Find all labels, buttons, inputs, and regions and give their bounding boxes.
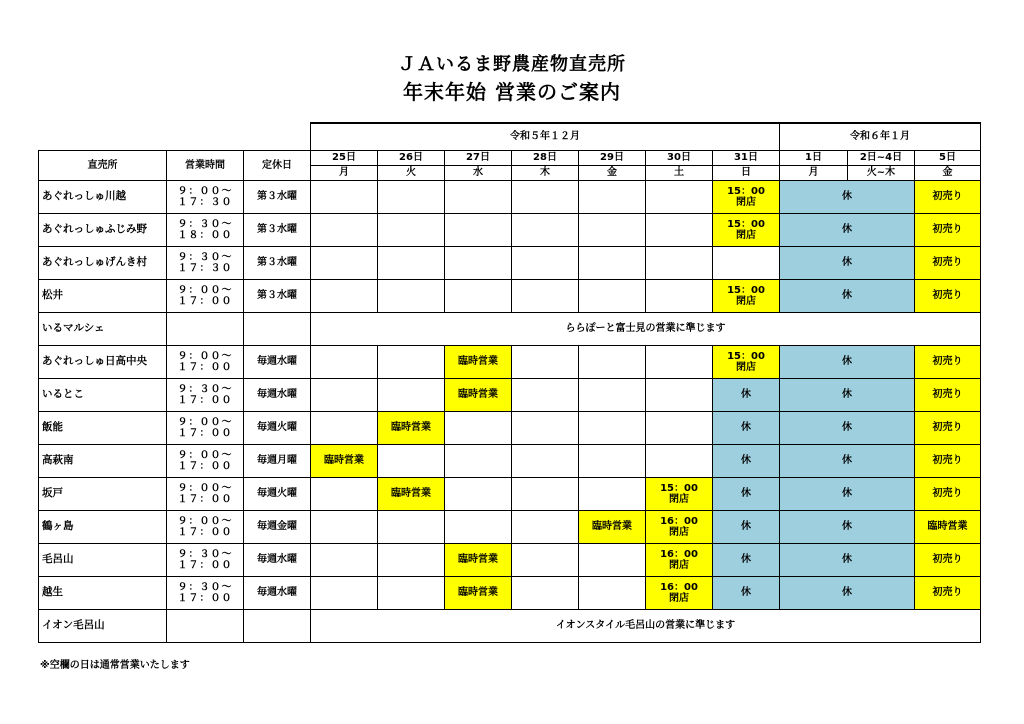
day-cell-special-open: 臨時営業: [579, 510, 646, 543]
day-cell: [512, 180, 579, 213]
closed-day: 毎週火曜: [244, 477, 311, 510]
day-cell-closed: 休: [780, 543, 915, 576]
day-cell: [378, 345, 445, 378]
day-cell-first-sale: 初売り: [915, 576, 981, 609]
day-cell-closed: 休: [780, 180, 915, 213]
store-name: 鶴ヶ島: [39, 510, 167, 543]
day-cell: [311, 378, 378, 411]
day-cell: [311, 510, 378, 543]
weekday-cell: 木: [512, 165, 579, 180]
weekday-cell: 火: [378, 165, 445, 180]
day-cell-closed: 休: [780, 345, 915, 378]
header-closed-day: 定休日: [244, 150, 311, 180]
day-cell-closed: 休: [713, 444, 780, 477]
closed-day: 毎週水曜: [244, 576, 311, 609]
day-cell: [713, 246, 780, 279]
day-cell: [512, 510, 579, 543]
day-cell: [445, 246, 512, 279]
table-row: [39, 378, 981, 411]
day-cell: [311, 411, 378, 444]
day-cell: [311, 279, 378, 312]
day-cell-closed: 休: [713, 378, 780, 411]
day-cell-special-open: 臨時営業: [311, 444, 378, 477]
day-cell: [378, 213, 445, 246]
date-cell: 27日: [445, 150, 512, 165]
store-name: 毛呂山: [39, 543, 167, 576]
store-name: あぐれっしゅげんき村: [39, 246, 167, 279]
day-cell: [646, 213, 713, 246]
day-cell: [646, 279, 713, 312]
day-cell: [579, 576, 646, 609]
day-cell-first-sale: 初売り: [915, 246, 981, 279]
date-cell: 1日: [780, 150, 848, 165]
day-cell-first-sale: 初売り: [915, 180, 981, 213]
table-row: [39, 279, 981, 312]
store-hours: ９：００～ １７：００: [167, 411, 244, 444]
store-hours: [167, 312, 244, 345]
day-cell: [512, 279, 579, 312]
day-cell: [445, 444, 512, 477]
title-line-2: 年末年始 営業のご案内: [403, 80, 621, 104]
title-line-1: ＪＡいるま野農産物直売所: [398, 54, 626, 75]
date-cell: 5日: [915, 150, 981, 165]
day-cell-early-close: 16：00 閉店: [646, 576, 713, 609]
store-hours: ９：３０～ １８：００: [167, 213, 244, 246]
store-hours: ９：３０～ １７：００: [167, 543, 244, 576]
weekday-cell: 金: [579, 165, 646, 180]
day-cell: [311, 213, 378, 246]
closed-day: 第３水曜: [244, 180, 311, 213]
day-cell: [311, 180, 378, 213]
table-row: [39, 180, 981, 213]
weekday-cell: 水: [445, 165, 512, 180]
footnote: ※空欄の日は通常営業いたします: [40, 660, 190, 671]
day-cell-special-open: 臨時営業: [445, 543, 512, 576]
date-cell: 2日~4日: [848, 150, 915, 165]
day-cell: [445, 213, 512, 246]
day-cell: [646, 345, 713, 378]
day-cell-early-close: 15：00 閉店: [646, 477, 713, 510]
day-cell: [579, 180, 646, 213]
day-cell-closed: 休: [713, 543, 780, 576]
table-row: [39, 609, 981, 642]
month-header-dec: 令和５年１２月: [311, 123, 780, 150]
day-cell: [445, 477, 512, 510]
day-cell: [579, 279, 646, 312]
day-cell: [512, 477, 579, 510]
day-cell-closed: 休: [780, 444, 915, 477]
day-cell: [512, 246, 579, 279]
day-cell-special-open: 臨時営業: [445, 345, 512, 378]
table-row: [39, 345, 981, 378]
table-row: [39, 246, 981, 279]
day-cell-closed: 休: [780, 411, 915, 444]
day-cell: [646, 411, 713, 444]
date-cell: 28日: [512, 150, 579, 165]
closed-day: [244, 312, 311, 345]
closed-day: 毎週月曜: [244, 444, 311, 477]
store-hours: ９：００～ １７：００: [167, 279, 244, 312]
store-note: ららぽーと富士見の営業に準じます: [311, 312, 981, 345]
day-cell: [579, 477, 646, 510]
day-cell-first-sale: 初売り: [915, 279, 981, 312]
day-cell: [378, 576, 445, 609]
day-cell: [445, 279, 512, 312]
store-name: いるマルシェ: [39, 312, 167, 345]
day-cell-closed: 休: [780, 510, 915, 543]
day-cell: [646, 444, 713, 477]
day-cell-closed: 休: [780, 213, 915, 246]
day-cell: [378, 246, 445, 279]
day-cell: [512, 576, 579, 609]
date-cell: 30日: [646, 150, 713, 165]
day-cell-closed: 休: [713, 510, 780, 543]
store-hours: ９：３０～ １７：００: [167, 576, 244, 609]
corner-blank: [39, 123, 167, 150]
day-cell-first-sale: 初売り: [915, 411, 981, 444]
day-cell: [579, 246, 646, 279]
store-name: あぐれっしゅ日高中央: [39, 345, 167, 378]
day-cell-first-sale: 初売り: [915, 378, 981, 411]
store-name: あぐれっしゅふじみ野: [39, 213, 167, 246]
weekday-cell: 月: [780, 165, 848, 180]
day-cell: [579, 378, 646, 411]
day-cell: [579, 444, 646, 477]
day-cell: [646, 180, 713, 213]
weekday-cell: 日: [713, 165, 780, 180]
day-cell: [512, 213, 579, 246]
table-row: [39, 477, 981, 510]
day-cell-first-sale: 初売り: [915, 444, 981, 477]
store-hours: ９：３０～ １７：００: [167, 378, 244, 411]
day-cell: [512, 444, 579, 477]
day-cell: [512, 543, 579, 576]
day-cell-special-open: 臨時営業: [445, 576, 512, 609]
day-cell-early-close: 15：00 閉店: [713, 213, 780, 246]
table-row: [39, 510, 981, 543]
corner-blank: [244, 123, 311, 150]
day-cell-closed: 休: [780, 246, 915, 279]
day-cell-first-sale: 初売り: [915, 477, 981, 510]
day-cell: [445, 411, 512, 444]
store-name: いるとこ: [39, 378, 167, 411]
header-hours: 営業時間: [167, 150, 244, 180]
day-cell: [378, 444, 445, 477]
day-cell-special-open: 臨時営業: [378, 477, 445, 510]
store-hours: [167, 609, 244, 642]
day-cell: [445, 510, 512, 543]
weekday-cell: 火~木: [848, 165, 915, 180]
day-cell-early-close: 16：00 閉店: [646, 543, 713, 576]
table-row: [39, 213, 981, 246]
store-name: あぐれっしゅ川越: [39, 180, 167, 213]
day-cell: [378, 543, 445, 576]
month-header-jan: 令和６年１月: [780, 123, 981, 150]
table-row: [39, 444, 981, 477]
closed-day: [244, 609, 311, 642]
day-cell-closed: 休: [713, 576, 780, 609]
closed-day: 第３水曜: [244, 246, 311, 279]
day-cell-special-open: 臨時営業: [915, 510, 981, 543]
day-cell-early-close: 15：00 閉店: [713, 345, 780, 378]
store-name: 松井: [39, 279, 167, 312]
day-cell-closed: 休: [780, 576, 915, 609]
day-cell-closed: 休: [713, 477, 780, 510]
store-hours: ９：００～ １７：００: [167, 510, 244, 543]
day-cell: [311, 477, 378, 510]
header-store: 直売所: [39, 150, 167, 180]
day-cell: [378, 510, 445, 543]
day-cell-closed: 休: [780, 477, 915, 510]
day-cell: [579, 345, 646, 378]
day-cell-closed: 休: [780, 279, 915, 312]
closed-day: 第３水曜: [244, 279, 311, 312]
date-cell: 25日: [311, 150, 378, 165]
day-cell: [311, 543, 378, 576]
day-cell-first-sale: 初売り: [915, 543, 981, 576]
closed-day: 毎週金曜: [244, 510, 311, 543]
table-row: [39, 576, 981, 609]
table-row: [39, 411, 981, 444]
closed-day: 毎週水曜: [244, 378, 311, 411]
store-name: 越生: [39, 576, 167, 609]
day-cell-early-close: 16：00 閉店: [646, 510, 713, 543]
day-cell: [646, 246, 713, 279]
day-cell: [579, 543, 646, 576]
store-name: 坂戸: [39, 477, 167, 510]
day-cell: [311, 576, 378, 609]
day-cell-special-open: 臨時営業: [445, 378, 512, 411]
store-name: イオン毛呂山: [39, 609, 167, 642]
date-cell: 29日: [579, 150, 646, 165]
day-cell: [512, 378, 579, 411]
day-cell-early-close: 15：00 閉店: [713, 279, 780, 312]
day-cell: [579, 411, 646, 444]
weekday-cell: 金: [915, 165, 981, 180]
closed-day: 毎週火曜: [244, 411, 311, 444]
day-cell: [378, 378, 445, 411]
store-hours: ９：００～ １７：３０: [167, 180, 244, 213]
store-name: 高萩南: [39, 444, 167, 477]
table-row: [39, 312, 981, 345]
day-cell: [579, 213, 646, 246]
day-cell: [512, 411, 579, 444]
store-name: 飯能: [39, 411, 167, 444]
weekday-cell: 月: [311, 165, 378, 180]
day-cell: [512, 345, 579, 378]
store-hours: ９：００～ １７：００: [167, 477, 244, 510]
store-hours: ９：３０～ １７：３０: [167, 246, 244, 279]
store-hours: ９：００～ １７：００: [167, 345, 244, 378]
day-cell: [646, 378, 713, 411]
day-cell: [378, 279, 445, 312]
date-cell: 31日: [713, 150, 780, 165]
day-cell-closed: 休: [713, 411, 780, 444]
weekday-cell: 土: [646, 165, 713, 180]
store-note: イオンスタイル毛呂山の営業に準じます: [311, 609, 981, 642]
day-cell: [445, 180, 512, 213]
day-cell-first-sale: 初売り: [915, 213, 981, 246]
closed-day: 毎週水曜: [244, 543, 311, 576]
day-cell: [311, 345, 378, 378]
date-cell: 26日: [378, 150, 445, 165]
day-cell: [311, 246, 378, 279]
day-cell-closed: 休: [780, 378, 915, 411]
table-row: [39, 543, 981, 576]
day-cell-special-open: 臨時営業: [378, 411, 445, 444]
closed-day: 第３水曜: [244, 213, 311, 246]
day-cell-first-sale: 初売り: [915, 345, 981, 378]
store-hours: ９：００～ １７：００: [167, 444, 244, 477]
schedule-table: [38, 122, 981, 643]
day-cell: [378, 180, 445, 213]
day-cell-early-close: 15：00 閉店: [713, 180, 780, 213]
closed-day: 毎週水曜: [244, 345, 311, 378]
corner-blank: [167, 123, 244, 150]
